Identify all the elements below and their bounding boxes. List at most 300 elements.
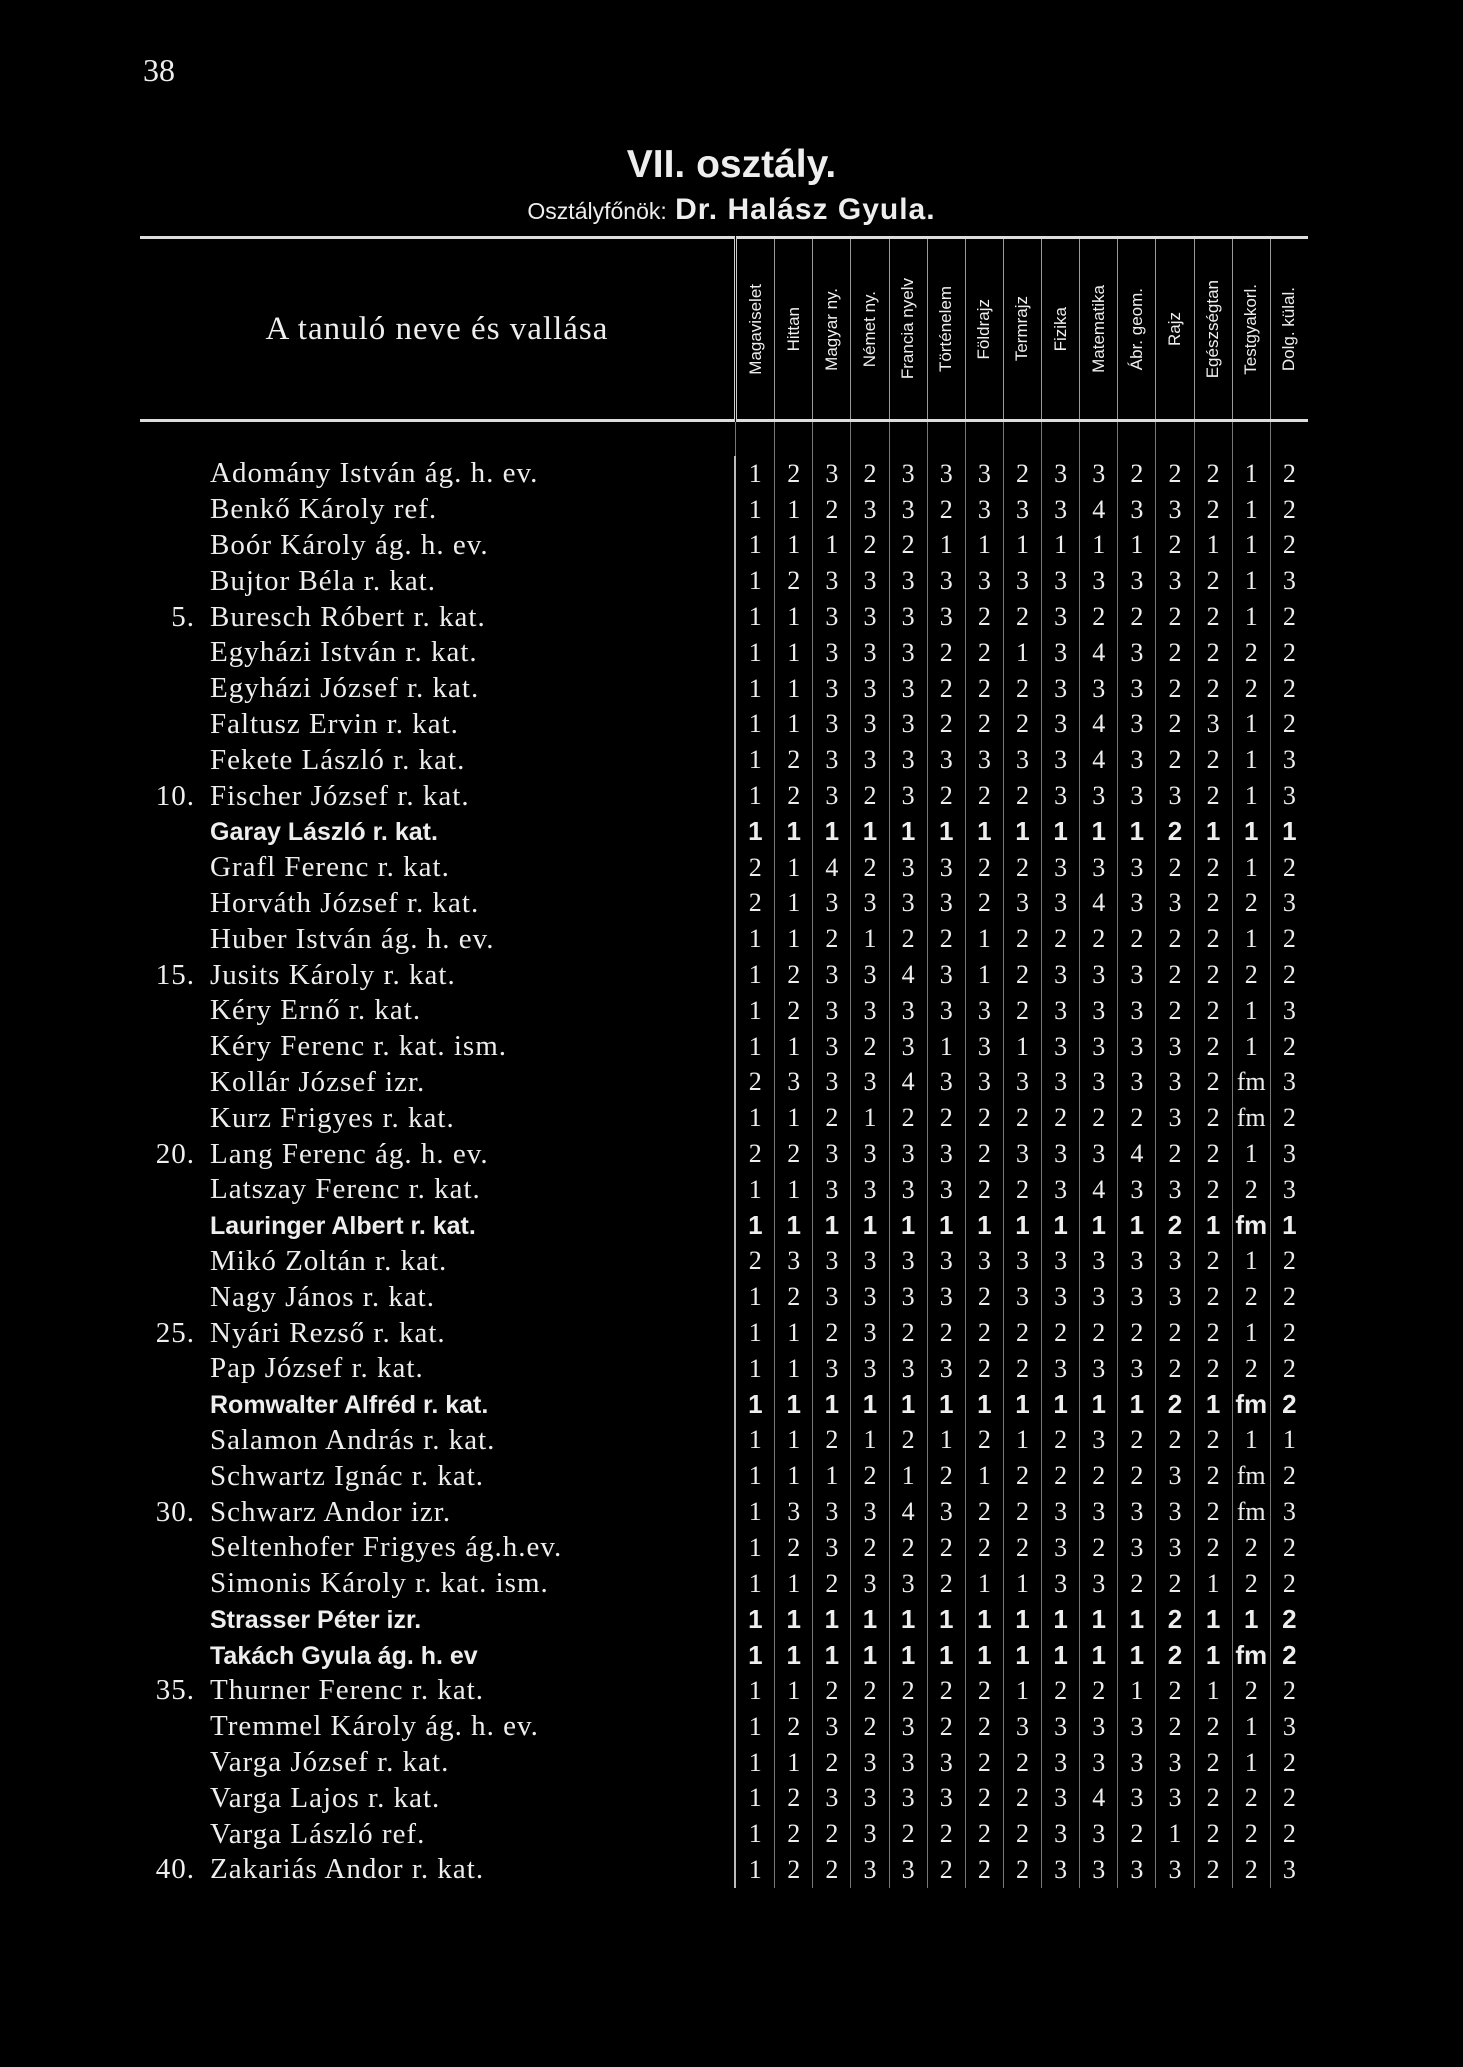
table-row: [140, 1780, 1308, 1816]
grade-cell: 3: [1118, 886, 1156, 922]
grade-cell: 3: [813, 1494, 851, 1530]
grade-cell: 3: [1042, 1244, 1080, 1280]
grade-cell: 2: [965, 1673, 1003, 1709]
grade-cell: 2: [1156, 993, 1194, 1029]
grade-cell: 2: [1194, 563, 1232, 599]
student-name: Bujtor Béla r. kat.: [210, 564, 436, 597]
grade-cell: 3: [1042, 1172, 1080, 1208]
student-name-cell: [140, 1530, 735, 1566]
grade-cell: 2: [1270, 1100, 1308, 1136]
table-row: [140, 1745, 1308, 1781]
student-name-cell: [140, 1780, 735, 1816]
grade-cell: 3: [1042, 671, 1080, 707]
grade-cell: 1: [1003, 1673, 1041, 1709]
grade-cell: 3: [813, 1172, 851, 1208]
grade-cell: 1: [1156, 1816, 1194, 1852]
grade-cell: 1: [1042, 528, 1080, 564]
student-name-cell: [140, 635, 735, 671]
grade-cell: 2: [1194, 1780, 1232, 1816]
grade-cell: 3: [851, 671, 889, 707]
table-row: [140, 1172, 1308, 1208]
grade-cell: 1: [1118, 1673, 1156, 1709]
grade-cell: 3: [1080, 1816, 1118, 1852]
grade-cell: 1: [1232, 563, 1270, 599]
grade-cell: 2: [965, 778, 1003, 814]
grade-cell: 3: [813, 1065, 851, 1101]
grade-cell: 1: [775, 1602, 813, 1638]
grade-cell: 2: [1003, 1494, 1041, 1530]
grade-cell: 3: [889, 1172, 927, 1208]
grade-cell: 2: [735, 886, 774, 922]
grade-cell: 1: [1194, 1208, 1232, 1244]
grade-cell: 1: [965, 1387, 1003, 1423]
grade-cell: 2: [1080, 599, 1118, 635]
student-name: Salamon András r. kat.: [210, 1423, 496, 1456]
grade-cell: 2: [735, 1065, 774, 1101]
grade-cell: 2: [851, 778, 889, 814]
spacer-cell: [1003, 421, 1041, 457]
grade-cell: 2: [1003, 599, 1041, 635]
grade-cell: 3: [1003, 742, 1041, 778]
grade-cell: 3: [965, 1244, 1003, 1280]
student-name: Buresch Róbert r. kat.: [210, 600, 486, 633]
grade-cell: 3: [927, 850, 965, 886]
grade-cell: 2: [1156, 742, 1194, 778]
grade-cell: 2: [775, 957, 813, 993]
grade-cell: 2: [1270, 1351, 1308, 1387]
grade-cell: 2: [1156, 1423, 1194, 1459]
grade-cell: 1: [1003, 1637, 1041, 1673]
grade-cell: 1: [965, 1566, 1003, 1602]
student-name: Strasser Péter izr.: [210, 1605, 422, 1634]
grade-cell: 1: [1042, 1602, 1080, 1638]
grade-cell: 3: [1042, 778, 1080, 814]
grade-cell: 2: [1232, 886, 1270, 922]
grade-cell: 3: [851, 1172, 889, 1208]
spacer-cell: [965, 421, 1003, 457]
grade-cell: 1: [927, 1423, 965, 1459]
grade-cell: 3: [851, 1566, 889, 1602]
grade-cell: 3: [1270, 1065, 1308, 1101]
table-row: [140, 1244, 1308, 1280]
grade-cell: 2: [1232, 957, 1270, 993]
grade-cell: 3: [1080, 1279, 1118, 1315]
grade-cell: 2: [1270, 635, 1308, 671]
grade-cell: 1: [735, 1351, 774, 1387]
grade-cell: fm: [1232, 1458, 1270, 1494]
grade-cell: 2: [1080, 1315, 1118, 1351]
grade-cell: 2: [1194, 1423, 1232, 1459]
grade-cell: 2: [775, 993, 813, 1029]
grade-cell: 1: [1232, 1315, 1270, 1351]
grade-cell: 1: [927, 1602, 965, 1638]
grade-cell: 3: [1080, 563, 1118, 599]
grade-cell: 3: [1118, 1244, 1156, 1280]
grade-cell: 2: [1080, 921, 1118, 957]
grade-cell: 3: [851, 1852, 889, 1888]
grade-cell: 3: [1270, 1852, 1308, 1888]
grade-cell: 3: [1118, 993, 1156, 1029]
grade-cell: 3: [1156, 1172, 1194, 1208]
grade-cell: 3: [1156, 563, 1194, 599]
grade-cell: 1: [1232, 921, 1270, 957]
grade-cell: 2: [1232, 1530, 1270, 1566]
grade-cell: 1: [851, 1637, 889, 1673]
grade-cell: 3: [1118, 671, 1156, 707]
grade-cell: 2: [1156, 850, 1194, 886]
grade-cell: 2: [1156, 599, 1194, 635]
grade-cell: 2: [1080, 1458, 1118, 1494]
grade-cell: 4: [889, 1494, 927, 1530]
grade-cell: 2: [1194, 1172, 1232, 1208]
student-name: Romwalter Alfréd r. kat.: [210, 1391, 489, 1420]
grade-cell: 3: [889, 456, 927, 492]
table-row: [140, 1100, 1308, 1136]
grade-cell: 2: [1270, 1637, 1308, 1673]
grade-cell: 1: [775, 1458, 813, 1494]
grade-cell: 2: [1232, 1673, 1270, 1709]
grade-cell: 2: [1232, 1172, 1270, 1208]
grade-cell: 1: [735, 1673, 774, 1709]
grade-cell: 3: [1080, 1136, 1118, 1172]
spacer-cell: [851, 421, 889, 457]
grade-cell: 3: [813, 635, 851, 671]
grade-cell: 2: [1232, 1279, 1270, 1315]
spacer-cell: [1156, 421, 1194, 457]
grade-cell: 3: [813, 599, 851, 635]
grade-cell: 3: [889, 993, 927, 1029]
grade-cell: 2: [1003, 1745, 1041, 1781]
grade-cell: 1: [1232, 742, 1270, 778]
grade-cell: 3: [1080, 1494, 1118, 1530]
grade-cell: 2: [1042, 921, 1080, 957]
grade-cell: 3: [1080, 1423, 1118, 1459]
grade-cell: 3: [1042, 1279, 1080, 1315]
grade-cell: 3: [1156, 1852, 1194, 1888]
grade-cell: 3: [1118, 1351, 1156, 1387]
grade-cell: 1: [889, 1208, 927, 1244]
grade-cell: 1: [965, 1602, 1003, 1638]
grade-cell: 2: [1232, 635, 1270, 671]
table-row: [140, 1816, 1308, 1852]
subject-label: Magaviselet: [745, 283, 765, 375]
table-row: [140, 1387, 1308, 1423]
grade-cell: 2: [1003, 1172, 1041, 1208]
grade-cell: 1: [1042, 1637, 1080, 1673]
grade-cell: 2: [1042, 1673, 1080, 1709]
grade-cell: 2: [1156, 814, 1194, 850]
grade-cell: 3: [1080, 957, 1118, 993]
grade-cell: 3: [1270, 886, 1308, 922]
grade-cell: 1: [1080, 1387, 1118, 1423]
student-name-cell: [140, 957, 735, 993]
grade-cell: 3: [1156, 1780, 1194, 1816]
grade-cell: 1: [1232, 707, 1270, 743]
grade-cell: 2: [1194, 1136, 1232, 1172]
grade-cell: 4: [1080, 1780, 1118, 1816]
grade-cell: 3: [851, 599, 889, 635]
table-row: [140, 1852, 1308, 1888]
student-name: Schwarz Andor izr.: [210, 1495, 452, 1528]
grade-cell: 2: [889, 1816, 927, 1852]
student-name-cell: [140, 563, 735, 599]
grade-cell: 2: [1156, 671, 1194, 707]
grade-cell: 1: [1080, 528, 1118, 564]
student-name-cell: [140, 1100, 735, 1136]
subject-header: [965, 238, 1003, 421]
grade-cell: 2: [1194, 1494, 1232, 1530]
grade-cell: 2: [851, 1673, 889, 1709]
grade-cell: 2: [965, 635, 1003, 671]
table-row: [140, 1566, 1308, 1602]
grade-cell: 1: [1080, 1637, 1118, 1673]
grade-cell: 3: [1118, 1029, 1156, 1065]
grade-cell: 3: [965, 1065, 1003, 1101]
grade-cell: 2: [965, 707, 1003, 743]
grade-cell: 3: [1042, 456, 1080, 492]
grade-cell: 3: [813, 778, 851, 814]
grade-cell: 2: [1194, 957, 1232, 993]
grade-cell: 3: [851, 993, 889, 1029]
grade-cell: 1: [965, 957, 1003, 993]
grade-cell: 1: [1232, 1029, 1270, 1065]
grade-cell: 2: [813, 1566, 851, 1602]
grade-cell: 1: [735, 1458, 774, 1494]
grade-cell: 3: [813, 671, 851, 707]
student-name-cell: [140, 886, 735, 922]
student-name: Zakariás Andor r. kat.: [210, 1853, 485, 1886]
grade-cell: 3: [889, 886, 927, 922]
grade-cell: 1: [775, 1745, 813, 1781]
grade-cell: 3: [965, 456, 1003, 492]
grade-cell: 1: [1118, 814, 1156, 850]
grade-cell: 1: [965, 528, 1003, 564]
grade-cell: 2: [735, 850, 774, 886]
grade-cell: 1: [735, 1780, 774, 1816]
grade-cell: 2: [1080, 1100, 1118, 1136]
grade-cell: 2: [775, 1780, 813, 1816]
grade-cell: 3: [1118, 563, 1156, 599]
grade-cell: 3: [889, 599, 927, 635]
grade-cell: 3: [965, 563, 1003, 599]
grade-cell: 1: [775, 1423, 813, 1459]
grade-cell: 3: [1080, 1566, 1118, 1602]
grade-cell: 2: [1270, 1458, 1308, 1494]
grade-cell: 3: [927, 993, 965, 1029]
grade-cell: 3: [1003, 1065, 1041, 1101]
grade-cell: 1: [735, 993, 774, 1029]
grade-cell: 2: [1194, 886, 1232, 922]
grade-cell: 1: [1003, 635, 1041, 671]
student-name-cell: [140, 599, 735, 635]
student-name-cell: [140, 778, 735, 814]
grade-cell: 2: [1270, 599, 1308, 635]
grade-cell: 2: [1156, 635, 1194, 671]
grade-cell: 3: [927, 886, 965, 922]
grade-cell: 3: [1003, 563, 1041, 599]
spacer-cell: [1118, 421, 1156, 457]
grade-cell: 1: [1194, 528, 1232, 564]
student-name: Faltusz Ervin r. kat.: [210, 707, 459, 740]
grade-cell: 2: [1194, 671, 1232, 707]
grade-cell: 2: [851, 1709, 889, 1745]
student-name-cell: [140, 1745, 735, 1781]
grade-cell: 1: [1118, 1208, 1156, 1244]
grade-cell: 1: [775, 1315, 813, 1351]
grade-cell: 3: [1042, 993, 1080, 1029]
grade-cell: 2: [1003, 1100, 1041, 1136]
grade-cell: 3: [1042, 599, 1080, 635]
student-name-cell: [140, 1637, 735, 1673]
grade-cell: 3: [1156, 1065, 1194, 1101]
grade-cell: 2: [1270, 492, 1308, 528]
subject-label: Ábr. geom.: [1126, 287, 1146, 371]
grade-cell: 2: [1194, 456, 1232, 492]
grade-cell: 1: [735, 1100, 774, 1136]
row-index: 10.: [155, 779, 195, 812]
grade-cell: 1: [735, 1029, 774, 1065]
table-row: [140, 1673, 1308, 1709]
grade-cell: 2: [1270, 1602, 1308, 1638]
student-name-cell: [140, 1351, 735, 1387]
grade-cell: 2: [813, 1745, 851, 1781]
grade-cell: 2: [1232, 1780, 1270, 1816]
spacer-cell: [1042, 421, 1080, 457]
grade-cell: 1: [1232, 1136, 1270, 1172]
grade-cell: 2: [775, 1530, 813, 1566]
student-name: Fischer József r. kat.: [210, 779, 470, 812]
student-name: Kollár József izr.: [210, 1065, 426, 1098]
grade-cell: 1: [735, 1208, 774, 1244]
grade-cell: 2: [1194, 1100, 1232, 1136]
grade-cell: 3: [851, 492, 889, 528]
student-name: Thurner Ferenc r. kat.: [210, 1674, 485, 1707]
student-name: Seltenhofer Frigyes ág.h.ev.: [210, 1531, 563, 1564]
grade-cell: 3: [1118, 492, 1156, 528]
table-row: [140, 635, 1308, 671]
grade-cell: 1: [735, 1387, 774, 1423]
grade-cell: 3: [927, 1494, 965, 1530]
grade-cell: 2: [965, 1423, 1003, 1459]
grade-cell: 1: [775, 1566, 813, 1602]
subject-header: [1118, 238, 1156, 421]
grade-cell: 1: [735, 563, 774, 599]
subject-header: [735, 238, 774, 421]
grade-cell: 1: [735, 1566, 774, 1602]
grade-cell: 3: [851, 1279, 889, 1315]
student-name-cell: [140, 1315, 735, 1351]
grade-cell: 2: [1270, 1745, 1308, 1781]
grade-cell: 2: [1156, 1387, 1194, 1423]
grade-cell: 1: [851, 814, 889, 850]
table-row: [140, 1315, 1308, 1351]
student-name: Tremmel Károly ág. h. ev.: [210, 1710, 539, 1743]
grade-cell: 2: [965, 1315, 1003, 1351]
table-row: [140, 921, 1308, 957]
grade-cell: 3: [965, 1029, 1003, 1065]
grade-cell: 2: [1003, 1816, 1041, 1852]
grade-cell: 1: [775, 1351, 813, 1387]
grade-cell: 3: [1156, 778, 1194, 814]
student-name-cell: [140, 1172, 735, 1208]
grade-cell: 1: [889, 814, 927, 850]
grade-cell: 2: [927, 1673, 965, 1709]
grade-cell: 3: [1118, 1780, 1156, 1816]
grade-cell: 3: [927, 456, 965, 492]
grade-cell: 1: [735, 1315, 774, 1351]
grade-cell: 2: [1156, 1566, 1194, 1602]
subject-label: Matematika: [1088, 285, 1108, 373]
grade-cell: 1: [735, 1637, 774, 1673]
grade-cell: 2: [1270, 1566, 1308, 1602]
grade-cell: 3: [927, 1351, 965, 1387]
grade-cell: 2: [1194, 492, 1232, 528]
grade-cell: 2: [1232, 1816, 1270, 1852]
grade-cell: 2: [851, 1029, 889, 1065]
table-row: [140, 528, 1308, 564]
student-name: Pap József r. kat.: [210, 1352, 424, 1385]
grade-cell: 2: [1003, 671, 1041, 707]
student-name-cell: [140, 1673, 735, 1709]
grade-cell: 3: [851, 742, 889, 778]
grade-cell: 2: [1003, 1852, 1041, 1888]
grade-cell: 3: [775, 1065, 813, 1101]
grade-cell: 2: [1194, 1816, 1232, 1852]
grade-cell: 4: [1080, 492, 1118, 528]
grade-cell: 3: [1118, 1852, 1156, 1888]
grade-cell: 3: [1270, 1136, 1308, 1172]
grade-cell: 1: [1042, 1387, 1080, 1423]
table-row: [140, 1423, 1308, 1459]
student-name-cell: [140, 1244, 735, 1280]
grade-cell: 3: [889, 850, 927, 886]
grade-cell: 1: [1080, 814, 1118, 850]
grade-cell: 2: [927, 492, 965, 528]
grade-cell: 2: [1270, 1530, 1308, 1566]
grade-cell: 2: [1118, 1458, 1156, 1494]
student-name-cell: [140, 850, 735, 886]
grade-cell: 2: [1194, 1709, 1232, 1745]
grade-cell: 1: [1232, 850, 1270, 886]
grade-cell: 2: [1232, 1566, 1270, 1602]
grade-cell: 3: [1156, 1100, 1194, 1136]
grade-cell: 1: [1042, 1208, 1080, 1244]
class-teacher-line: [0, 193, 1463, 227]
grade-cell: 3: [813, 1709, 851, 1745]
grade-cell: 3: [851, 1065, 889, 1101]
grade-cell: 1: [735, 1530, 774, 1566]
grade-cell: 1: [1232, 1709, 1270, 1745]
grade-cell: 1: [889, 1637, 927, 1673]
grade-cell: 2: [813, 1673, 851, 1709]
student-name-cell: [140, 1602, 735, 1638]
grade-cell: 3: [927, 1065, 965, 1101]
grade-cell: 2: [1003, 1780, 1041, 1816]
grade-cell: 3: [1118, 1065, 1156, 1101]
grade-cell: 2: [851, 850, 889, 886]
student-name: Mikó Zoltán r. kat.: [210, 1244, 448, 1277]
grade-cell: 3: [889, 1709, 927, 1745]
grade-cell: 3: [1118, 1494, 1156, 1530]
table-row: [140, 456, 1308, 492]
grade-cell: fm: [1232, 1100, 1270, 1136]
teacher-label: Osztályfőnök:: [527, 198, 667, 224]
subject-header: [1003, 238, 1041, 421]
grade-cell: 2: [889, 1315, 927, 1351]
grade-cell: 3: [965, 492, 1003, 528]
grade-cell: 3: [1270, 1172, 1308, 1208]
spacer-cell: [775, 421, 813, 457]
